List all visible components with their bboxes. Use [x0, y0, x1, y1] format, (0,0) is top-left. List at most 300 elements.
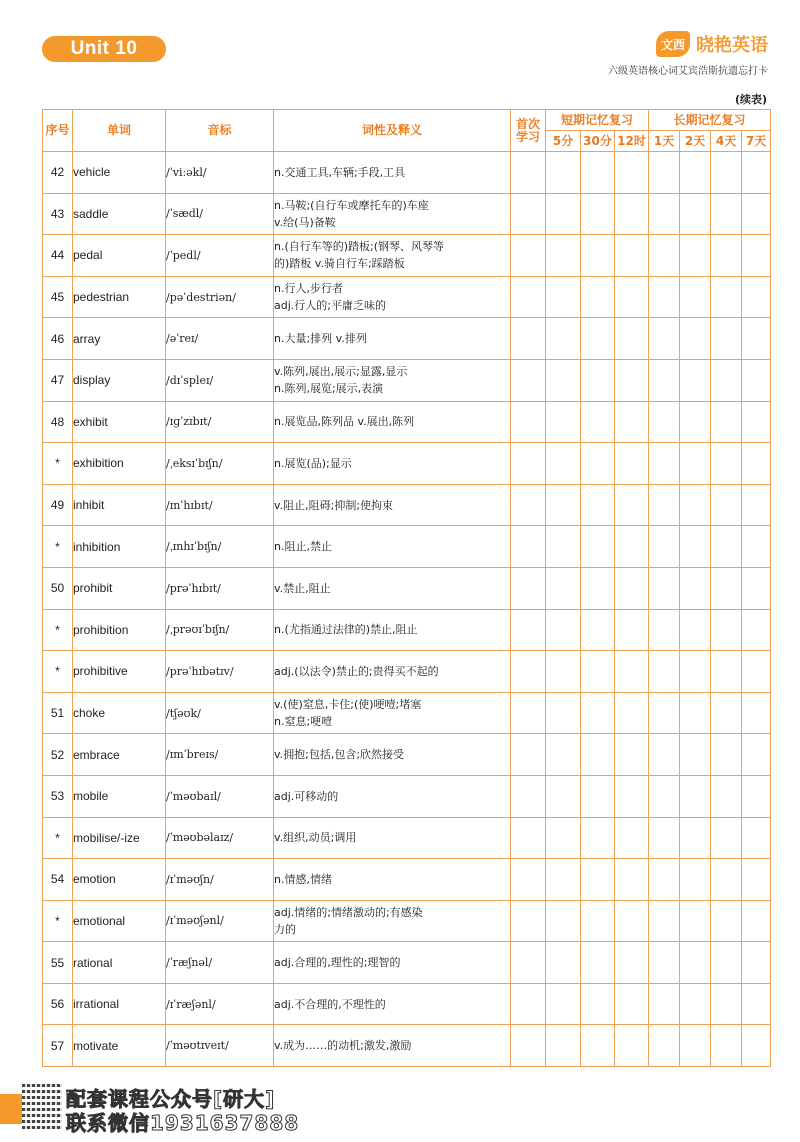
review-checkbox-cell[interactable]: [711, 193, 742, 235]
review-checkbox-cell[interactable]: [742, 734, 771, 776]
review-checkbox-cell[interactable]: [511, 443, 546, 485]
word-cell: rational: [73, 942, 166, 984]
phonetic-cell: /ˌɪnhɪˈbɪʃn/: [166, 526, 274, 568]
review-checkbox-cell[interactable]: [711, 609, 742, 651]
header-ipa: 音标: [166, 110, 274, 152]
phonetic-cell: /əˈreɪ/: [166, 318, 274, 360]
header-short-term-review: 短期记忆复习: [546, 110, 649, 131]
review-checkbox-cell[interactable]: [711, 526, 742, 568]
review-checkbox-cell[interactable]: [581, 609, 615, 651]
table-row: [43, 318, 771, 360]
review-checkbox-cell[interactable]: [546, 235, 581, 277]
review-checkbox-cell[interactable]: [581, 359, 615, 401]
row-number: 49: [43, 484, 73, 526]
review-checkbox-cell[interactable]: [511, 734, 546, 776]
phonetic-cell: /ˈməʊtɪveɪt/: [166, 1025, 274, 1067]
review-checkbox-cell[interactable]: [546, 983, 581, 1025]
review-checkbox-cell[interactable]: [711, 859, 742, 901]
review-checkbox-cell[interactable]: [711, 443, 742, 485]
review-checkbox-cell[interactable]: [581, 651, 615, 693]
review-checkbox-cell[interactable]: [649, 651, 680, 693]
review-checkbox-cell[interactable]: [615, 152, 649, 194]
review-checkbox-cell[interactable]: [742, 152, 771, 194]
review-checkbox-cell[interactable]: [615, 942, 649, 984]
review-checkbox-cell[interactable]: [649, 900, 680, 942]
review-checkbox-cell[interactable]: [581, 859, 615, 901]
review-checkbox-cell[interactable]: [615, 609, 649, 651]
review-checkbox-cell[interactable]: [546, 318, 581, 360]
definition-line: adj.行人的;平庸乏味的: [274, 299, 386, 313]
definition-cell: [274, 443, 511, 485]
review-checkbox-cell[interactable]: [511, 484, 546, 526]
review-checkbox-cell[interactable]: [615, 900, 649, 942]
review-checkbox-cell[interactable]: [615, 443, 649, 485]
review-checkbox-cell[interactable]: [711, 817, 742, 859]
definition-line: n.窒息;哽噎: [274, 715, 333, 729]
phonetic-cell: /prəˈhɪbɪt/: [166, 567, 274, 609]
row-number: *: [43, 443, 73, 485]
word-cell: prohibition: [73, 609, 166, 651]
definition-line: v.给(马)备鞍: [274, 215, 336, 229]
review-checkbox-cell[interactable]: [680, 859, 711, 901]
definition-cell: [274, 1025, 511, 1067]
review-checkbox-cell[interactable]: [511, 609, 546, 651]
review-checkbox-cell[interactable]: [711, 401, 742, 443]
review-checkbox-cell[interactable]: [680, 1025, 711, 1067]
phonetic-cell: /ˌprəʊɪˈbɪʃn/: [166, 609, 274, 651]
definition-line: n.马鞍;(自行车或摩托车的)车座: [274, 198, 429, 212]
table-row: [43, 859, 771, 901]
review-checkbox-cell[interactable]: [711, 651, 742, 693]
review-checkbox-cell[interactable]: [546, 734, 581, 776]
review-checkbox-cell[interactable]: [615, 235, 649, 277]
review-checkbox-cell[interactable]: [711, 775, 742, 817]
phonetic-cell: /ɪˈræʃənl/: [166, 983, 274, 1025]
review-checkbox-cell[interactable]: [742, 235, 771, 277]
review-checkbox-cell[interactable]: [546, 526, 581, 568]
review-checkbox-cell[interactable]: [649, 734, 680, 776]
review-checkbox-cell[interactable]: [615, 359, 649, 401]
review-checkbox-cell[interactable]: [546, 692, 581, 734]
review-checkbox-cell[interactable]: [546, 276, 581, 318]
review-checkbox-cell[interactable]: [511, 526, 546, 568]
definition-line: v.成为……的动机;激发,激励: [274, 1039, 412, 1053]
review-checkbox-cell[interactable]: [742, 567, 771, 609]
review-checkbox-cell[interactable]: [546, 775, 581, 817]
definition-line: n.情感,情绪: [274, 872, 332, 886]
review-checkbox-cell[interactable]: [615, 193, 649, 235]
review-checkbox-cell[interactable]: [615, 651, 649, 693]
review-checkbox-cell[interactable]: [742, 1025, 771, 1067]
review-checkbox-cell[interactable]: [581, 567, 615, 609]
review-checkbox-cell[interactable]: [615, 859, 649, 901]
review-checkbox-cell[interactable]: [649, 609, 680, 651]
review-checkbox-cell[interactable]: [649, 817, 680, 859]
review-checkbox-cell[interactable]: [546, 942, 581, 984]
word-cell: inhibit: [73, 484, 166, 526]
word-cell: pedal: [73, 235, 166, 277]
review-checkbox-cell[interactable]: [615, 484, 649, 526]
footer-line-2: 联系微信1931637888: [66, 1111, 300, 1135]
review-checkbox-cell[interactable]: [680, 235, 711, 277]
review-checkbox-cell[interactable]: [711, 276, 742, 318]
review-checkbox-cell[interactable]: [680, 318, 711, 360]
row-number: 48: [43, 401, 73, 443]
table-row: [43, 359, 771, 401]
review-checkbox-cell[interactable]: [711, 567, 742, 609]
review-checkbox-cell[interactable]: [711, 318, 742, 360]
review-checkbox-cell[interactable]: [615, 526, 649, 568]
review-checkbox-cell[interactable]: [511, 775, 546, 817]
review-checkbox-cell[interactable]: [711, 484, 742, 526]
phonetic-cell: /ˈviːəkl/: [166, 152, 274, 194]
table-row: [43, 651, 771, 693]
table-row: [43, 900, 771, 942]
review-checkbox-cell[interactable]: [546, 1025, 581, 1067]
review-checkbox-cell[interactable]: [680, 942, 711, 984]
definition-line: adj.可移动的: [274, 789, 339, 803]
definition-cell: [274, 276, 511, 318]
definition-cell: [274, 775, 511, 817]
word-cell: emotional: [73, 900, 166, 942]
review-checkbox-cell[interactable]: [742, 193, 771, 235]
definition-line: n.陈列,展览;展示,表演: [274, 382, 384, 396]
phonetic-cell: /ɪnˈhɪbɪt/: [166, 484, 274, 526]
review-checkbox-cell[interactable]: [511, 651, 546, 693]
continued-label: (续表): [734, 93, 767, 106]
review-checkbox-cell[interactable]: [680, 609, 711, 651]
review-checkbox-cell[interactable]: [615, 734, 649, 776]
review-checkbox-cell[interactable]: [615, 276, 649, 318]
review-checkbox-cell[interactable]: [511, 692, 546, 734]
word-cell: inhibition: [73, 526, 166, 568]
review-checkbox-cell[interactable]: [511, 983, 546, 1025]
review-checkbox-cell[interactable]: [742, 817, 771, 859]
review-checkbox-cell[interactable]: [649, 152, 680, 194]
word-cell: irrational: [73, 983, 166, 1025]
review-checkbox-cell[interactable]: [680, 276, 711, 318]
vocabulary-table: [42, 109, 771, 1067]
review-checkbox-cell[interactable]: [680, 817, 711, 859]
review-checkbox-cell[interactable]: [546, 900, 581, 942]
row-number: 54: [43, 859, 73, 901]
definition-cell: [274, 692, 511, 734]
review-checkbox-cell[interactable]: [649, 359, 680, 401]
row-number: 43: [43, 193, 73, 235]
review-checkbox-cell[interactable]: [511, 401, 546, 443]
review-checkbox-cell[interactable]: [581, 900, 615, 942]
review-checkbox-cell[interactable]: [680, 983, 711, 1025]
review-checkbox-cell[interactable]: [742, 484, 771, 526]
review-checkbox-cell[interactable]: [511, 859, 546, 901]
review-checkbox-cell[interactable]: [680, 567, 711, 609]
definition-line: adj.(以法令)禁止的;贵得买不起的: [274, 664, 439, 678]
table-row: [43, 817, 771, 859]
review-checkbox-cell[interactable]: [546, 484, 581, 526]
review-checkbox-cell[interactable]: [649, 235, 680, 277]
review-checkbox-cell[interactable]: [680, 526, 711, 568]
review-checkbox-cell[interactable]: [742, 526, 771, 568]
definition-cell: [274, 235, 511, 277]
definition-line: adj.情绪的;情绪激动的;有感染: [274, 905, 423, 919]
row-number: *: [43, 609, 73, 651]
review-checkbox-cell[interactable]: [742, 651, 771, 693]
review-checkbox-cell[interactable]: [742, 609, 771, 651]
review-checkbox-cell[interactable]: [742, 900, 771, 942]
header-short-30min: 30分: [581, 131, 615, 152]
review-checkbox-cell[interactable]: [649, 484, 680, 526]
review-checkbox-cell[interactable]: [511, 235, 546, 277]
word-cell: prohibit: [73, 567, 166, 609]
review-checkbox-cell[interactable]: [615, 775, 649, 817]
definition-cell: [274, 859, 511, 901]
header-first-study: 首次学习: [511, 110, 546, 152]
review-checkbox-cell[interactable]: [581, 484, 615, 526]
row-number: 46: [43, 318, 73, 360]
review-checkbox-cell[interactable]: [649, 1025, 680, 1067]
review-checkbox-cell[interactable]: [511, 318, 546, 360]
definition-cell: [274, 567, 511, 609]
definition-cell: [274, 651, 511, 693]
review-checkbox-cell[interactable]: [711, 235, 742, 277]
header-long-term-review: 长期记忆复习: [649, 110, 771, 131]
table-row: [43, 1025, 771, 1067]
review-checkbox-cell[interactable]: [649, 401, 680, 443]
header-definition: 词性及释义: [274, 110, 511, 152]
header-long-7d: 7天: [742, 131, 771, 152]
review-checkbox-cell[interactable]: [581, 817, 615, 859]
review-checkbox-cell[interactable]: [680, 443, 711, 485]
review-checkbox-cell[interactable]: [711, 942, 742, 984]
phonetic-cell: /ɪmˈbreɪs/: [166, 734, 274, 776]
qr-code-icon: [22, 1083, 62, 1129]
review-checkbox-cell[interactable]: [511, 359, 546, 401]
phonetic-cell: /pəˈdestriən/: [166, 276, 274, 318]
phonetic-cell: /ˌeksɪˈbɪʃn/: [166, 443, 274, 485]
review-checkbox-cell[interactable]: [711, 359, 742, 401]
row-number: *: [43, 900, 73, 942]
definition-line: n.行人,步行者: [274, 282, 343, 296]
review-checkbox-cell[interactable]: [742, 692, 771, 734]
review-checkbox-cell[interactable]: [546, 651, 581, 693]
review-checkbox-cell[interactable]: [511, 942, 546, 984]
definition-line: n.交通工具,车辆;手段,工具: [274, 165, 406, 179]
table-row: [43, 193, 771, 235]
review-checkbox-cell[interactable]: [680, 193, 711, 235]
review-checkbox-cell[interactable]: [680, 900, 711, 942]
review-checkbox-cell[interactable]: [742, 859, 771, 901]
table-row: [43, 942, 771, 984]
table-row: [43, 401, 771, 443]
word-cell: mobilise/-ize: [73, 817, 166, 859]
definition-line: n.展览品,陈列品 v.展出,陈列: [274, 415, 415, 429]
review-checkbox-cell[interactable]: [511, 276, 546, 318]
review-checkbox-cell[interactable]: [649, 859, 680, 901]
row-number: 51: [43, 692, 73, 734]
review-checkbox-cell[interactable]: [546, 443, 581, 485]
footer-line-1: 配套课程公众号[研大]: [66, 1087, 276, 1111]
review-checkbox-cell[interactable]: [581, 318, 615, 360]
review-checkbox-cell[interactable]: [581, 942, 615, 984]
review-checkbox-cell[interactable]: [511, 152, 546, 194]
table-row: [43, 276, 771, 318]
review-checkbox-cell[interactable]: [649, 443, 680, 485]
review-checkbox-cell[interactable]: [649, 526, 680, 568]
row-number: 47: [43, 359, 73, 401]
word-cell: embrace: [73, 734, 166, 776]
table-row: [43, 484, 771, 526]
review-checkbox-cell[interactable]: [546, 193, 581, 235]
review-checkbox-cell[interactable]: [581, 443, 615, 485]
review-checkbox-cell[interactable]: [581, 235, 615, 277]
review-checkbox-cell[interactable]: [581, 775, 615, 817]
row-number: 42: [43, 152, 73, 194]
review-checkbox-cell[interactable]: [649, 567, 680, 609]
table-row: [43, 567, 771, 609]
review-checkbox-cell[interactable]: [742, 775, 771, 817]
review-checkbox-cell[interactable]: [742, 401, 771, 443]
definition-line: v.阻止,阻碍;抑制;使拘束: [274, 498, 394, 512]
review-checkbox-cell[interactable]: [615, 318, 649, 360]
phonetic-cell: /ɪˈməʊʃənl/: [166, 900, 274, 942]
review-checkbox-cell[interactable]: [546, 609, 581, 651]
review-checkbox-cell[interactable]: [615, 692, 649, 734]
review-checkbox-cell[interactable]: [615, 567, 649, 609]
row-number: *: [43, 526, 73, 568]
review-checkbox-cell[interactable]: [615, 983, 649, 1025]
definition-line: n.(自行车等的)踏板;(钢琴、风琴等: [274, 240, 445, 254]
phonetic-cell: /ˈməʊbaɪl/: [166, 775, 274, 817]
definition-line: n.阻止,禁止: [274, 540, 332, 554]
word-cell: mobile: [73, 775, 166, 817]
review-checkbox-cell[interactable]: [680, 401, 711, 443]
table-row: [43, 734, 771, 776]
row-number: 50: [43, 567, 73, 609]
review-checkbox-cell[interactable]: [649, 942, 680, 984]
definition-line: adj.合理的,理性的;理智的: [274, 956, 401, 970]
definition-cell: [274, 152, 511, 194]
review-checkbox-cell[interactable]: [742, 318, 771, 360]
word-cell: pedestrian: [73, 276, 166, 318]
definition-cell: [274, 734, 511, 776]
review-checkbox-cell[interactable]: [581, 152, 615, 194]
definition-cell: [274, 900, 511, 942]
word-cell: emotion: [73, 859, 166, 901]
definition-cell: [274, 817, 511, 859]
review-checkbox-cell[interactable]: [581, 526, 615, 568]
review-checkbox-cell[interactable]: [615, 817, 649, 859]
row-number: 53: [43, 775, 73, 817]
review-checkbox-cell[interactable]: [649, 318, 680, 360]
table-row: [43, 443, 771, 485]
review-checkbox-cell[interactable]: [680, 692, 711, 734]
definition-line: v.禁止,阻止: [274, 581, 331, 595]
review-checkbox-cell[interactable]: [581, 193, 615, 235]
phonetic-cell: /ˈpedl/: [166, 235, 274, 277]
review-checkbox-cell[interactable]: [511, 900, 546, 942]
review-checkbox-cell[interactable]: [546, 401, 581, 443]
phonetic-cell: /ˈræʃnəl/: [166, 942, 274, 984]
table-row: [43, 692, 771, 734]
phonetic-cell: /ˈməʊbəlaɪz/: [166, 817, 274, 859]
review-checkbox-cell[interactable]: [742, 443, 771, 485]
review-checkbox-cell[interactable]: [649, 775, 680, 817]
row-number: 55: [43, 942, 73, 984]
review-checkbox-cell[interactable]: [680, 359, 711, 401]
review-checkbox-cell[interactable]: [615, 401, 649, 443]
header-long-1d: 1天: [649, 131, 680, 152]
logo-text: 晓艳英语: [696, 35, 768, 56]
unit-badge: Unit 10: [42, 36, 166, 62]
page-edge-tab: [0, 1094, 22, 1124]
definition-cell: [274, 193, 511, 235]
review-checkbox-cell[interactable]: [581, 276, 615, 318]
review-checkbox-cell[interactable]: [711, 152, 742, 194]
row-number: *: [43, 651, 73, 693]
table-row: [43, 609, 771, 651]
review-checkbox-cell[interactable]: [711, 734, 742, 776]
review-checkbox-cell[interactable]: [649, 276, 680, 318]
review-checkbox-cell[interactable]: [711, 1025, 742, 1067]
review-checkbox-cell[interactable]: [711, 983, 742, 1025]
review-checkbox-cell[interactable]: [649, 692, 680, 734]
word-cell: display: [73, 359, 166, 401]
definition-cell: [274, 983, 511, 1025]
review-checkbox-cell[interactable]: [649, 193, 680, 235]
definition-line: n.展览(品);显示: [274, 456, 352, 470]
definition-line: n.大量;排列 v.排列: [274, 332, 367, 346]
header-long-4d: 4天: [711, 131, 742, 152]
definition-line: 力的: [274, 922, 296, 936]
definition-cell: [274, 401, 511, 443]
review-checkbox-cell[interactable]: [615, 1025, 649, 1067]
review-checkbox-cell[interactable]: [546, 859, 581, 901]
review-checkbox-cell[interactable]: [649, 983, 680, 1025]
review-checkbox-cell[interactable]: [511, 817, 546, 859]
review-checkbox-cell[interactable]: [581, 734, 615, 776]
row-number: 57: [43, 1025, 73, 1067]
review-checkbox-cell[interactable]: [680, 734, 711, 776]
review-checkbox-cell[interactable]: [742, 942, 771, 984]
review-checkbox-cell[interactable]: [680, 484, 711, 526]
review-checkbox-cell[interactable]: [546, 359, 581, 401]
review-checkbox-cell[interactable]: [546, 817, 581, 859]
definition-cell: [274, 359, 511, 401]
review-checkbox-cell[interactable]: [711, 900, 742, 942]
review-checkbox-cell[interactable]: [546, 152, 581, 194]
review-checkbox-cell[interactable]: [711, 692, 742, 734]
review-checkbox-cell[interactable]: [742, 276, 771, 318]
review-checkbox-cell[interactable]: [581, 692, 615, 734]
review-checkbox-cell[interactable]: [680, 651, 711, 693]
review-checkbox-cell[interactable]: [581, 983, 615, 1025]
header-word: 单词: [73, 110, 166, 152]
logo-mark-icon: 文西: [656, 31, 690, 57]
review-checkbox-cell[interactable]: [680, 152, 711, 194]
definition-line: adj.不合理的,不理性的: [274, 997, 386, 1011]
review-checkbox-cell[interactable]: [581, 1025, 615, 1067]
review-checkbox-cell[interactable]: [511, 567, 546, 609]
review-checkbox-cell[interactable]: [511, 1025, 546, 1067]
review-checkbox-cell[interactable]: [680, 775, 711, 817]
review-checkbox-cell[interactable]: [742, 359, 771, 401]
row-number: *: [43, 817, 73, 859]
review-checkbox-cell[interactable]: [511, 193, 546, 235]
review-checkbox-cell[interactable]: [546, 567, 581, 609]
review-checkbox-cell[interactable]: [742, 983, 771, 1025]
phonetic-cell: /dɪˈspleɪ/: [166, 359, 274, 401]
review-checkbox-cell[interactable]: [581, 401, 615, 443]
